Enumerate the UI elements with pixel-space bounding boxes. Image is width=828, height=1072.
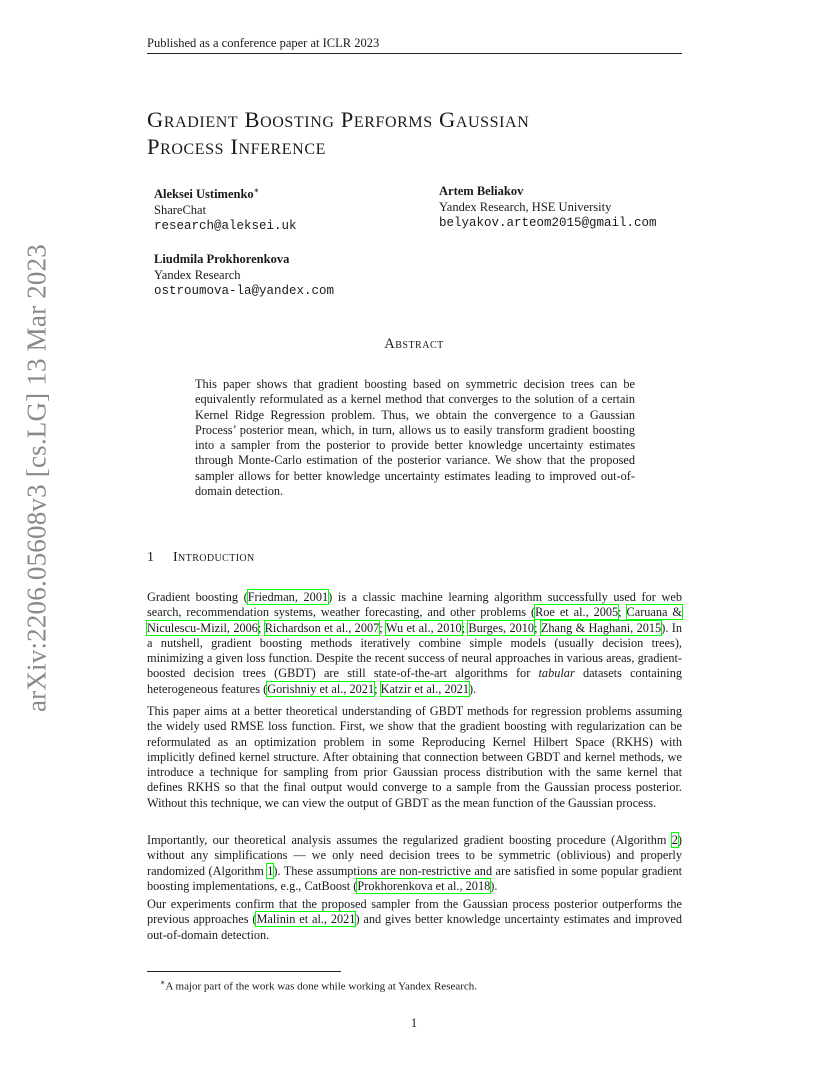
citation-link[interactable]: Prokhorenkova et al., 2018: [357, 878, 491, 893]
paragraph-text: datasets containing heterogeneous features (: [147, 666, 683, 696]
citation-link[interactable]: Richardson et al., 2007: [264, 620, 380, 635]
section-heading: [147, 550, 255, 566]
author-footnote-mark: ∗: [253, 186, 260, 195]
paragraph-text: ;: [618, 605, 627, 620]
author-email[interactable]: ostroumova-la@yandex.com: [154, 284, 335, 298]
algorithm-link[interactable]: 1: [267, 863, 274, 878]
author-email[interactable]: belyakov.arteom2015@gmail.com: [439, 216, 657, 230]
author-name: Liudmila Prokhorenkova: [154, 252, 290, 266]
author-block-3: [154, 251, 334, 299]
paragraph-text: ). In a nutshell, gradient boosting methods iteratively combine simple models (usually decision trees), minimizing a given loss function. Despite the recent success of neural approaches in various areas, gradient-boosted decision trees (GBDT) are still state-of-the-art algorithms for: [147, 620, 682, 681]
citation-link[interactable]: Zhang & Haghani, 2015: [540, 620, 662, 635]
author-name: [154, 183, 297, 202]
title-line-2: Process Inference: [147, 134, 326, 159]
intro-paragraph-3: [147, 833, 682, 894]
algorithm-link[interactable]: 2: [671, 833, 678, 847]
citation-link[interactable]: Katzir et al., 2021: [380, 681, 470, 696]
running-header: Published as a conference paper at ICLR 2023: [147, 36, 380, 50]
paragraph-text: ) and gives better knowledge uncertainty estimates and improved out-of-domain detection.: [147, 912, 683, 942]
paragraph-text: Importantly, our theoretical analysis assumes the regularized gradient boosting procedure (Algorithm: [147, 833, 672, 847]
arxiv-identifier-text: arXiv:2206.05608v3 [cs.LG] 13 Mar 2023: [21, 243, 52, 713]
title-line-1: Gradient Boosting Performs Gaussian: [147, 107, 530, 132]
paragraph-text: ) without any simplifications — we only need decision trees to be symmetric (oblivious) and properly randomized (Algorithm: [147, 833, 682, 878]
abstract-text: This paper shows that gradient boosting based on symmetric decision trees can be equivalently reformulated as a kernel method that converges to the solution of a certain Kernel Ridge Regression problem. Thus, we obtain the convergence to a Gaussian Process’ posterior mean, which, in turn, allows us to easily transform gradient boosting into a sampler from the posterior to provide better knowledge uncertainty estimates through Monte-Carlo estimation of the posterior variance. We show that the proposed sampler allows for better knowledge uncertainty estimates leading to improved out-of-domain detection.: [195, 377, 635, 499]
header-rule: [147, 53, 682, 54]
paragraph-text: ;: [257, 620, 265, 635]
citation-link[interactable]: Malinin et al., 2021: [256, 912, 356, 927]
section-number: 1: [147, 550, 155, 565]
paragraph-text: Our experiments confirm that the proposed sampler from the Gaussian process posterior outperforms the previous approaches (: [147, 897, 682, 927]
citation-link[interactable]: Roe et al., 2005: [535, 605, 619, 620]
author-email[interactable]: research@aleksei.uk: [154, 219, 297, 234]
page-number: 1: [410, 1016, 418, 1030]
author-block-2: [439, 183, 657, 231]
footnote-rule: [147, 971, 341, 972]
author-affiliation: Yandex Research, HSE University: [439, 200, 612, 214]
author-affiliation: Yandex Research: [154, 268, 241, 282]
author-name: Artem Beliakov: [439, 184, 524, 198]
section-title: Introduction: [173, 550, 255, 565]
citation-link[interactable]: Friedman, 2001: [247, 590, 329, 604]
footnote-mark: ∗: [160, 978, 166, 987]
paragraph-text: ;: [379, 620, 386, 635]
abstract-heading: Abstract: [384, 336, 444, 352]
citation-link[interactable]: Burges, 2010: [468, 620, 535, 635]
citation-link[interactable]: Caruana & Niculescu-Mizil, 2006: [147, 605, 682, 635]
paragraph-text: ;: [534, 620, 541, 635]
paragraph-text: ;: [461, 620, 469, 635]
footnote: [160, 976, 680, 994]
intro-paragraph-1: [147, 590, 682, 697]
intro-paragraph-2: This paper aims at a better theoretical understanding of GBDT methods for regression problems assuming the widely used RMSE loss function. First, we show that the gradient boosting with regularization can be reformulated as an optimization problem in some Reproducing Kernel Hilbert Space (RKHS) with implicitly defined kernel structure. After obtaining that connection between GBDT and kernel methods, we introduce a technique for sampling from prior Gaussian process distribution with the same kernel that defines RKHS so that the final output would converge to a sample from the Gaussian process posterior. Without this technique, we can view the output of GBDT as the mean function of the Gaussian process.: [147, 704, 682, 810]
author-affiliation: ShareChat: [154, 203, 207, 218]
emphasis-text: tabular: [538, 666, 575, 681]
citation-link[interactable]: Wu et al., 2010: [385, 620, 462, 635]
paragraph-text: ).: [490, 878, 498, 893]
footnote-text: A major part of the work was done while working at Yandex Research.: [165, 980, 478, 993]
paragraph-text: ). These assumptions are non-restrictive and are satisfied in some popular gradient boosting implementations, e.g., CatBoost (: [147, 863, 683, 893]
author-block-1: [154, 183, 297, 234]
paragraph-text: ) is a classic machine learning algorithm successfully used for web search, recommendation systems, weather forecasting, and other problems (: [147, 590, 682, 620]
author-name-text: Aleksei Ustimenko: [154, 187, 254, 202]
paper-title: [147, 106, 687, 160]
paragraph-text: Gradient boosting (: [147, 590, 248, 604]
citation-link[interactable]: Gorishniy et al., 2021: [267, 681, 375, 696]
paragraph-text: ).: [469, 681, 477, 696]
intro-paragraph-4: [147, 897, 682, 943]
paragraph-text: ;: [374, 681, 381, 696]
